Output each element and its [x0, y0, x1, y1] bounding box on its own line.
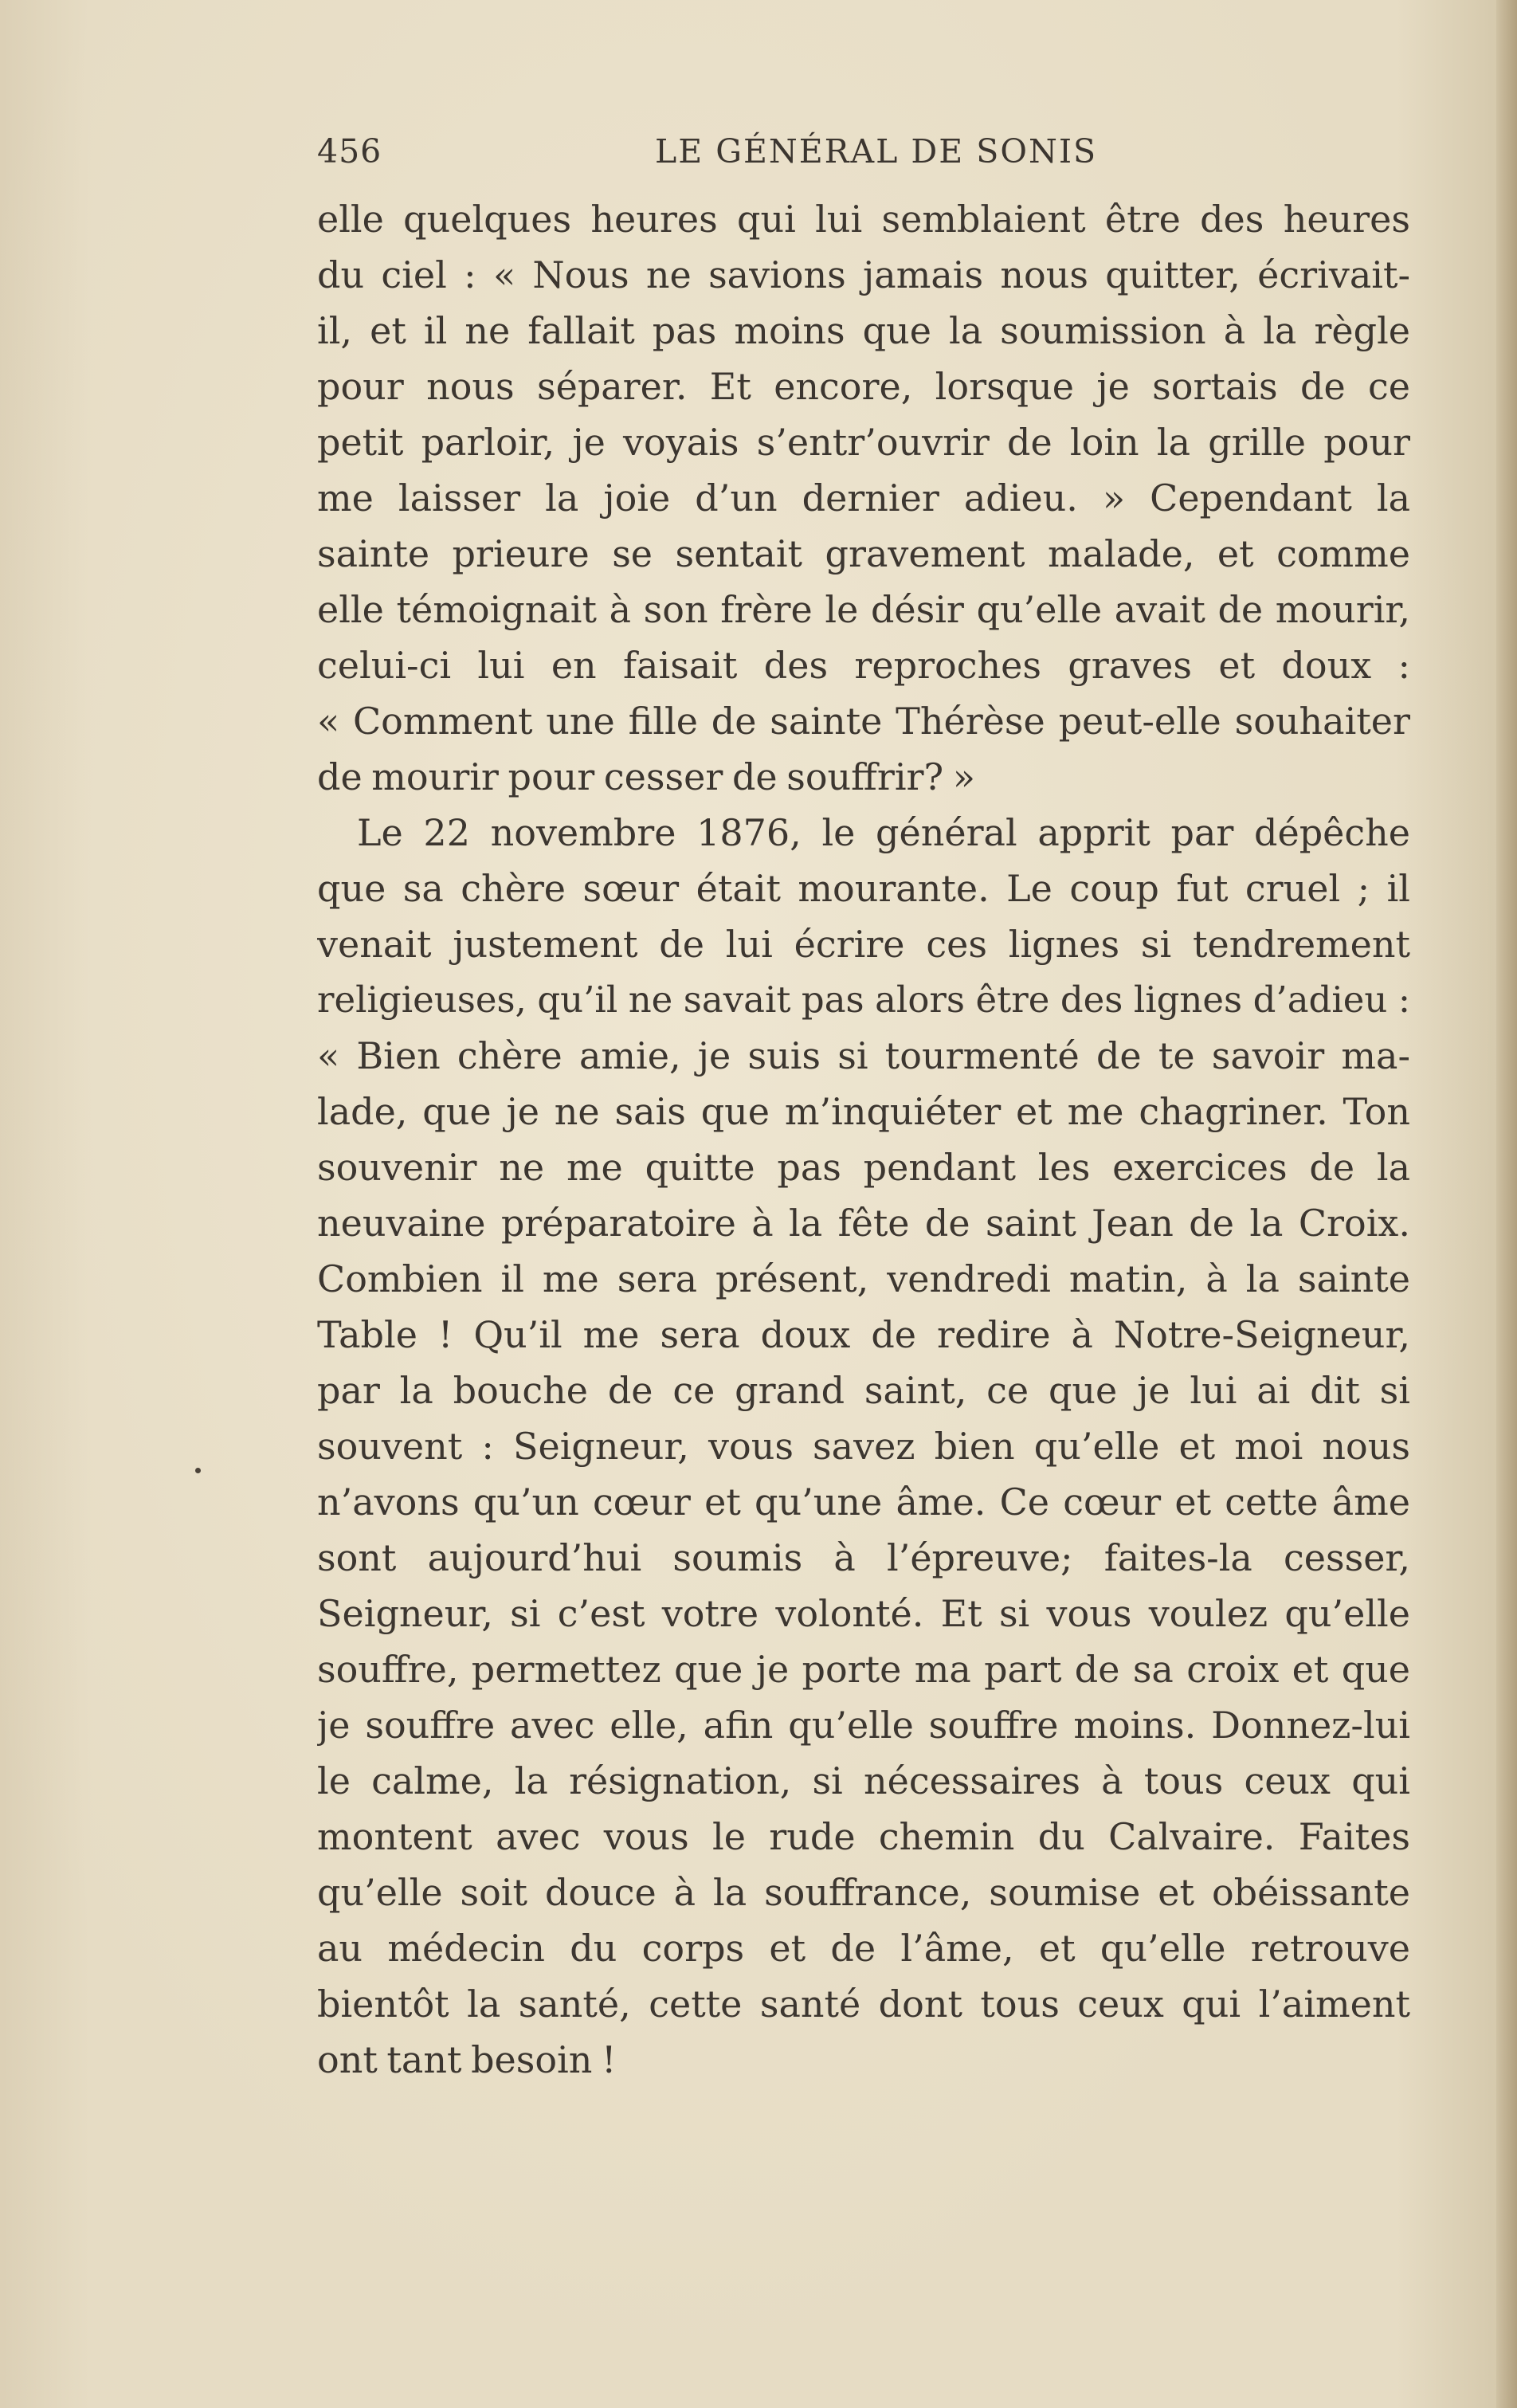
page-edge-shadow [1496, 0, 1517, 2408]
text-line: sainte prieure se sentait gravement malade, et comme [317, 532, 1410, 575]
text-line: que sa chère sœur était mourante. Le coup fut cruel ; il [317, 867, 1410, 910]
paragraph-end-line: ont tant besoin ! [317, 2038, 617, 2081]
text-line: bientôt la santé, cette santé dont tous ceux qui l’aiment [317, 1982, 1410, 2026]
text-line: du ciel : « Nous ne savions jamais nous quitter, écrivait- [317, 253, 1410, 296]
text-line: par la bouche de ce grand saint, ce que je lui ai dit si [317, 1369, 1410, 1412]
text-line: Table ! Qu’il me sera doux de redire à Notre-Seigneur, [317, 1313, 1410, 1356]
text-line: je souffre avec elle, afin qu’elle souffre moins. Donnez-lui [317, 1704, 1410, 1747]
text-line: petit parloir, je voyais s’entr’ouvrir de loin la grille pour [317, 421, 1410, 464]
text-line: neuvaine préparatoire à la fête de saint Jean de la Croix. [317, 1202, 1410, 1245]
paragraph-start-line: Le 22 novembre 1876, le général apprit par dépêche [357, 811, 1410, 854]
text-line: souvenir ne me quitte pas pendant les exercices de la [317, 1146, 1410, 1189]
text-line: elle quelques heures qui lui semblaient être des heures [317, 198, 1410, 241]
text-line: qu’elle soit douce à la souffrance, soumise et obéissante [317, 1871, 1410, 1914]
text-line: celui-ci lui en faisait des reproches graves et doux : [317, 644, 1410, 687]
running-head [317, 120, 1410, 183]
text-line: Seigneur, si c’est votre volonté. Et si vous voulez qu’elle [317, 1592, 1410, 1635]
text-line: n’avons qu’un cœur et qu’une âme. Ce cœur et cette âme [317, 1480, 1410, 1524]
text-line: montent avec vous le rude chemin du Calvaire. Faites [317, 1815, 1410, 1858]
text-line: elle témoignait à son frère le désir qu’elle avait de mourir, [317, 588, 1410, 631]
running-title: LE GÉNÉRAL DE SONIS [655, 132, 1098, 171]
text-line: « Comment une fille de sainte Thérèse peut-elle souhaiter [317, 700, 1410, 743]
ink-speck [195, 1468, 201, 1473]
text-line: religieuses, qu’il ne savait pas alors être des lignes d’adieu : [317, 978, 1410, 1021]
text-line: le calme, la résignation, si nécessaires à tous ceux qui [317, 1759, 1410, 1802]
text-line: souffre, permettez que je porte ma part de sa croix et que [317, 1648, 1410, 1691]
text-line: sont aujourd’hui soumis à l’épreuve; faites-la cesser, [317, 1536, 1410, 1579]
page-number: 456 [317, 132, 382, 171]
text-line: il, et il ne fallait pas moins que la soumission à la règle [317, 309, 1410, 352]
text-line: Combien il me sera présent, vendredi matin, à la sainte [317, 1257, 1410, 1300]
text-line: venait justement de lui écrire ces lignes si tendrement [317, 923, 1410, 966]
text-line: souvent : Seigneur, vous savez bien qu’elle et moi nous [317, 1425, 1410, 1468]
text-line: pour nous séparer. Et encore, lorsque je sortais de ce [317, 365, 1410, 408]
body-text [317, 191, 1410, 2088]
text-line: au médecin du corps et de l’âme, et qu’elle retrouve [317, 1927, 1410, 1970]
text-line: lade, que je ne sais que m’inquiéter et me chagriner. Ton [317, 1090, 1410, 1133]
text-line: « Bien chère amie, je suis si tourmenté de te savoir ma- [317, 1034, 1410, 1077]
paragraph-end-line: de mourir pour cesser de souffrir? » [317, 755, 975, 798]
text-line: me laisser la joie d’un dernier adieu. » Cependant la [317, 477, 1410, 520]
